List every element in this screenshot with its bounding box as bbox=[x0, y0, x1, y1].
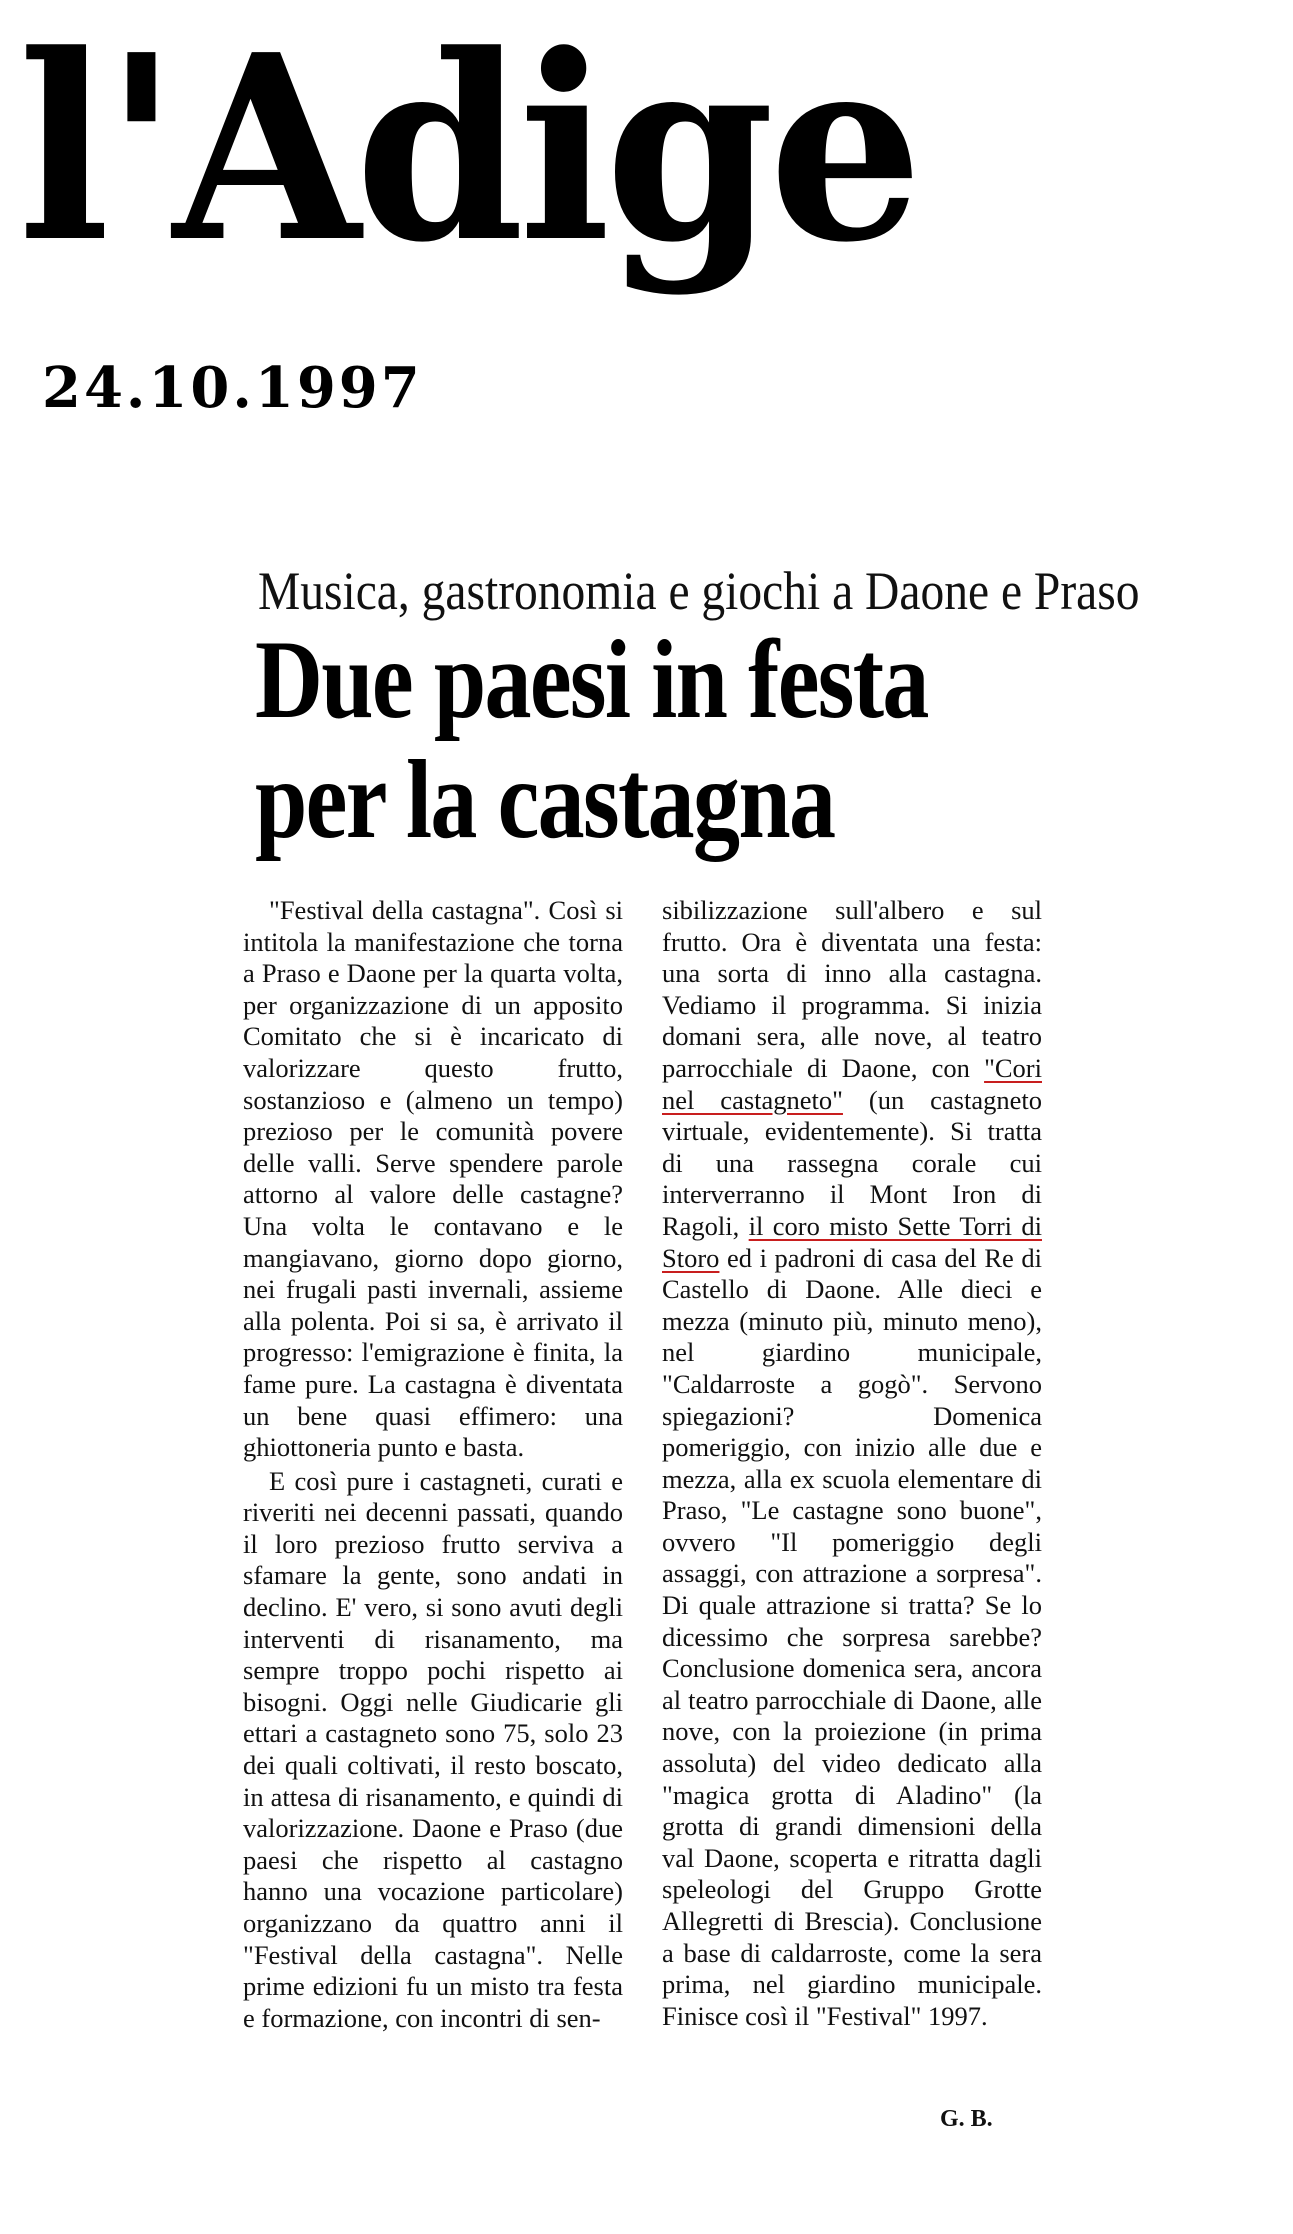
paragraph-programma bbox=[662, 895, 1042, 2032]
headline-line-2: per la castagna bbox=[255, 738, 835, 862]
underlined-coro-sette-torri: il coro misto Sette Torri di Storo bbox=[662, 1210, 1042, 1273]
underlined-cori-nel-castagneto: "Cori nel castagneto" bbox=[662, 1052, 1042, 1115]
paragraph-intro: "Festival della castagna". Così si intitola la manifestazione che torna a Praso e Daone per la quarta volta, per organizzazione di un apposito Comitato che si è incaricato di valorizzare questo frutto, sostanzioso e (almeno un tempo) prezioso per le comunità povere delle valli. Serve spendere parole attorno al valore delle castagne? Una volta le contavano e le mangiavano, giorno dopo giorno, nei frugali pasti invernali, assieme alla polenta. Poi si sa, è arrivato il progresso: l'emigrazione è finita, la fame pure. La castagna è diventata un bene quasi effimero: una ghiottoneria punto e basta. bbox=[243, 895, 623, 1463]
text-segment: sibilizzazione sull'albero e sul frutto. Ora è diventata una festa: una sorta di inno alla castagna. Vediamo il programma. Si inizia domani sera, alle nove, al teatro parrocchiale di Daone, con bbox=[662, 895, 1042, 1083]
publication-date: 24.10.1997 bbox=[42, 355, 423, 421]
newspaper-name: l'Adige bbox=[18, 0, 918, 299]
author-signature: G. B. bbox=[940, 2106, 993, 2132]
article-headline bbox=[255, 620, 1011, 860]
newspaper-masthead bbox=[18, 0, 1218, 330]
article-kicker: Musica, gastronomia e giochi a Daone e Praso bbox=[258, 561, 1140, 621]
article-column-right bbox=[662, 895, 1042, 2032]
article-column-left bbox=[243, 895, 623, 2034]
paragraph-castagneti: E così pure i castagneti, curati e riveriti nei decenni passati, quando il loro prezioso frutto serviva a sfamare la gente, sono andati in declino. E' vero, si sono avuti degli interventi di risanamento, ma sempre troppo pochi rispetto ai bisogni. Oggi nelle Giudicarie gli ettari a castagneto sono 75, solo 23 dei quali coltivati, il resto boscato, in attesa di risanamento, e quindi di valorizzazione. Daone e Praso (due paesi che rispetto al castagno hanno una vocazione particolare) organizzano da quattro anni il "Festival della castagna". Nelle prime edizioni fu un misto tra festa e formazione, con incontri di sen- bbox=[243, 1465, 623, 2033]
headline-line-1: Due paesi in festa bbox=[255, 618, 928, 742]
text-segment: (un castagneto virtuale, evidentemente). Si tratta di una rassegna corale cui interverranno il Mont Iron di Ragoli, bbox=[662, 1084, 1042, 1241]
text-segment: ed i padroni di casa del Re di Castello di Daone. Alle dieci e mezza (minuto più, minuto meno), nel giardino municipale, "Caldarroste a gogò". Servono spiegazioni? Domenica pomeriggio, con inizio alle due e mezza, alla ex scuola elementare di Praso, "Le castagne sono buone", ovvero "Il pomeriggio degli assaggi, con attrazione a sorpresa". Di quale attrazione si tratta? Se lo dicessimo che sorpresa sarebbe? Conclusione domenica sera, ancora al teatro parrocchiale di Daone, alle nove, con la proiezione (in prima assoluta) del video dedicato alla "magica grotta di Aladino" (la grotta di grandi dimensioni della val Daone, scoperta e ritratta dagli speleologi del Gruppo Grotte Allegretti di Brescia). Conclusione a base di caldarroste, come la sera prima, nel giardino municipale. Finisce così il "Festival" 1997. bbox=[662, 1242, 1042, 2031]
